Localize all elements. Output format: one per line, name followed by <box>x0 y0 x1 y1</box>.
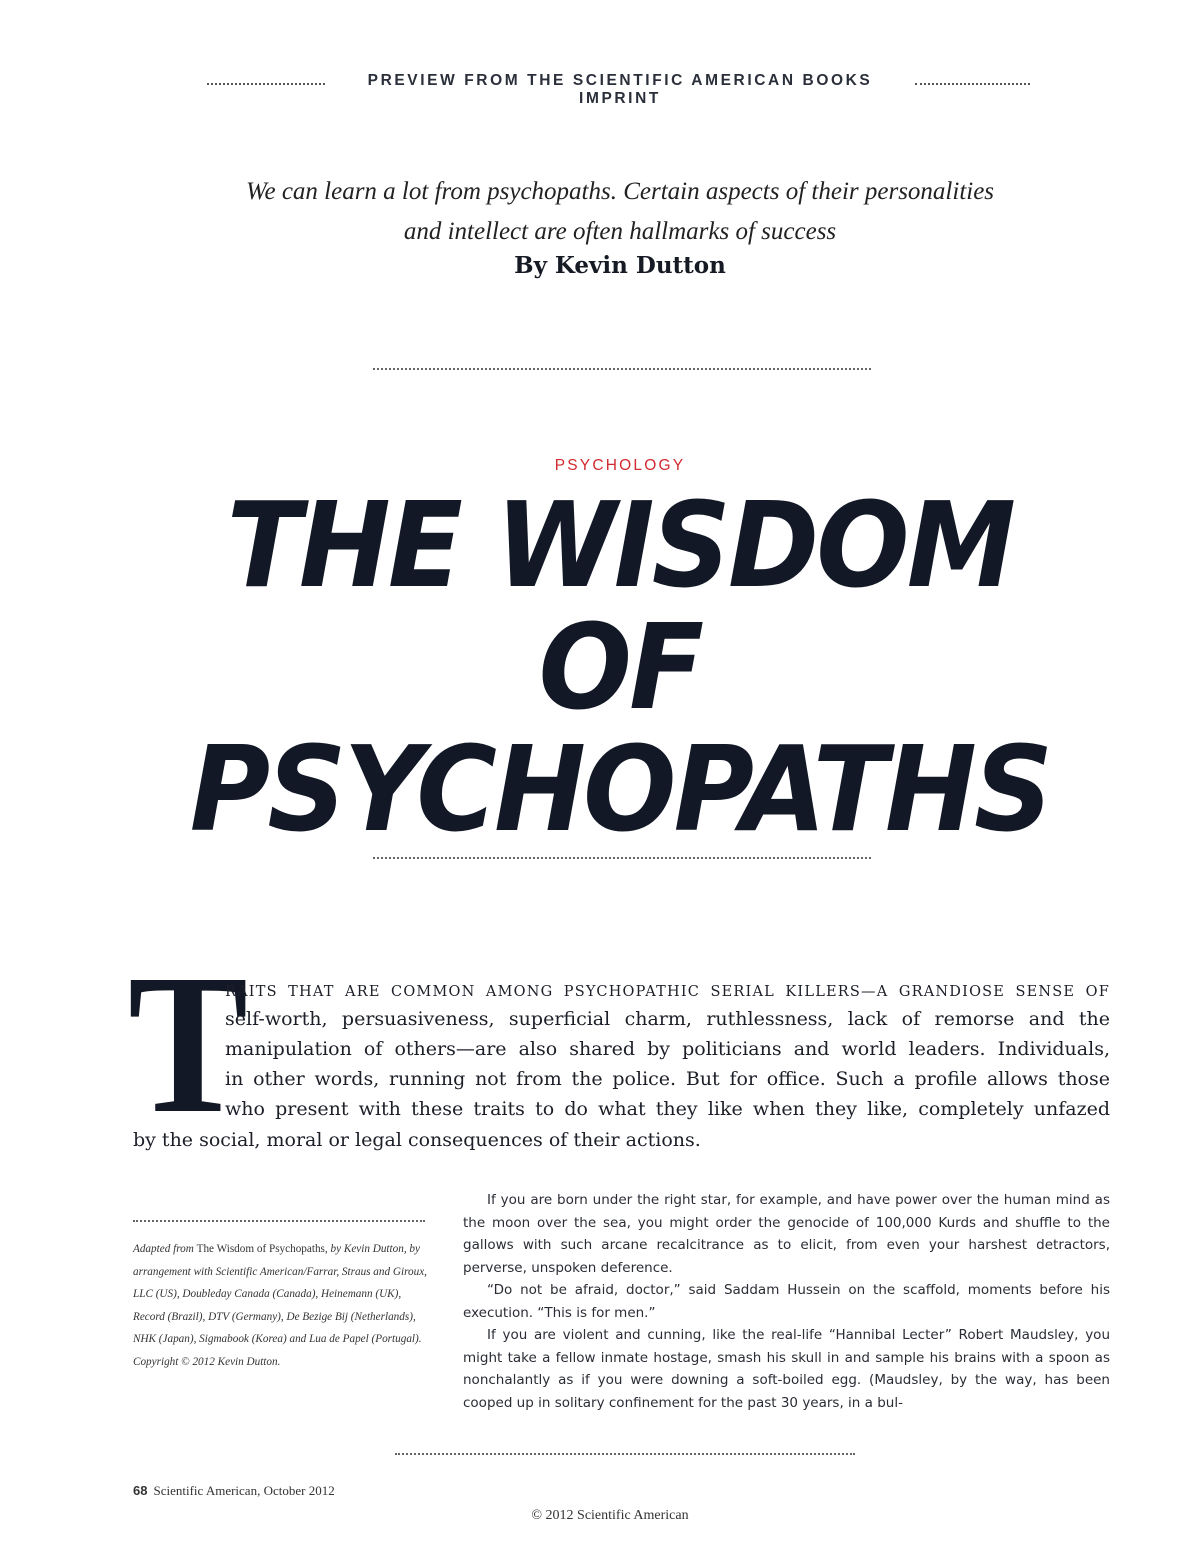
intro-line-1: RAITS THAT ARE COMMON AMONG PSYCHOPATHIC SERIAL KILLERS—A GRANDIOSE SENSE OF <box>225 984 1110 1000</box>
kicker: PREVIEW FROM THE SCIENTIFIC AMERICAN BOOKS IMPRINT <box>367 72 873 107</box>
kicker-rule-right <box>915 83 1030 85</box>
page-number: 68 <box>133 1483 148 1498</box>
divider-top <box>373 368 871 370</box>
credit-book-title: The Wisdom of Psychopaths, <box>196 1243 328 1255</box>
drop-cap: T <box>128 934 249 1155</box>
intro-line-2: self-worth, persuasiveness, superficial charm, ruthlessness, lack of remorse and the <box>225 1008 1110 1030</box>
byline: By Kevin Dutton <box>514 252 726 279</box>
credit-copyright: Copyright © 2012 Kevin Dutton. <box>133 1355 281 1368</box>
headline-line-1: THE WISDOM OF <box>226 476 1014 736</box>
body-paragraph-3: If you are violent and cunning, like the real-life “Hannibal Lecter” Robert Maudsley, you might take a fellow inmate hostage, smash his skull in and sample his brains with a spoon as nonchalantly as if you were downing a soft-boiled egg. (Maudsley, by the way, has been cooped up in solitary confinement for the past 30 years, in a bul- <box>463 1327 1110 1411</box>
deck-line-1: We can learn a lot from psychopaths. Certain aspects of their personalities <box>245 178 995 205</box>
kicker-rule-left <box>207 83 325 85</box>
headline-line-2: PSYCHOPATHS <box>189 720 1051 858</box>
credit-body: by Kevin Dutton, by arrangement with Scientific American/Farrar, Straus and Giroux, LLC (US), Doubleday Canada (Canada), Heinemann (UK), Record (Brazil), DTV (Germany), De Bezige Bij (Netherlands), NHK (Japan), Sigmabook (Korea) and Lua de Papel (Portugal). <box>133 1243 427 1345</box>
intro-line-4: in other words, running not from the police. But for office. Such a profile allows those <box>225 1068 1110 1090</box>
intro-line-3: manipulation of others—are also shared by politicians and world leaders. Individuals, <box>225 1038 1110 1060</box>
page-copyright: © 2012 Scientific American <box>531 1508 689 1523</box>
deck-line-2: and intellect are often hallmarks of success <box>403 218 837 245</box>
divider-middle <box>373 857 871 859</box>
headline <box>155 476 1085 858</box>
intro-line-6: by the social, moral or legal consequences of their actions. <box>133 1129 701 1151</box>
credit-prefix: Adapted from <box>133 1243 197 1255</box>
body-paragraph-1: If you are born under the right star, for example, and have power over the human mind as the moon over the sea, you might order the genocide of 100,000 Kurds and shuffle to the gallows with such arcane recalcitrance as to elicit, from even your harshest detractors, perverse, unspoken deference. <box>463 1192 1110 1276</box>
publication-name: Scientific American, October 2012 <box>153 1483 335 1498</box>
deck <box>150 172 1090 252</box>
body-column <box>463 1189 1110 1414</box>
folio <box>133 1483 335 1499</box>
credit-rule <box>133 1220 425 1222</box>
section-label: PSYCHOLOGY <box>554 457 686 474</box>
intro-line-5: who present with these traits to do what they like when they like, completely unfazed <box>225 1098 1110 1120</box>
adaptation-credit <box>133 1238 433 1373</box>
body-paragraph-2: “Do not be afraid, doctor,” said Saddam Hussein on the scaffold, moments before his execution. “This is for men.” <box>463 1282 1110 1321</box>
divider-bottom <box>395 1453 855 1455</box>
